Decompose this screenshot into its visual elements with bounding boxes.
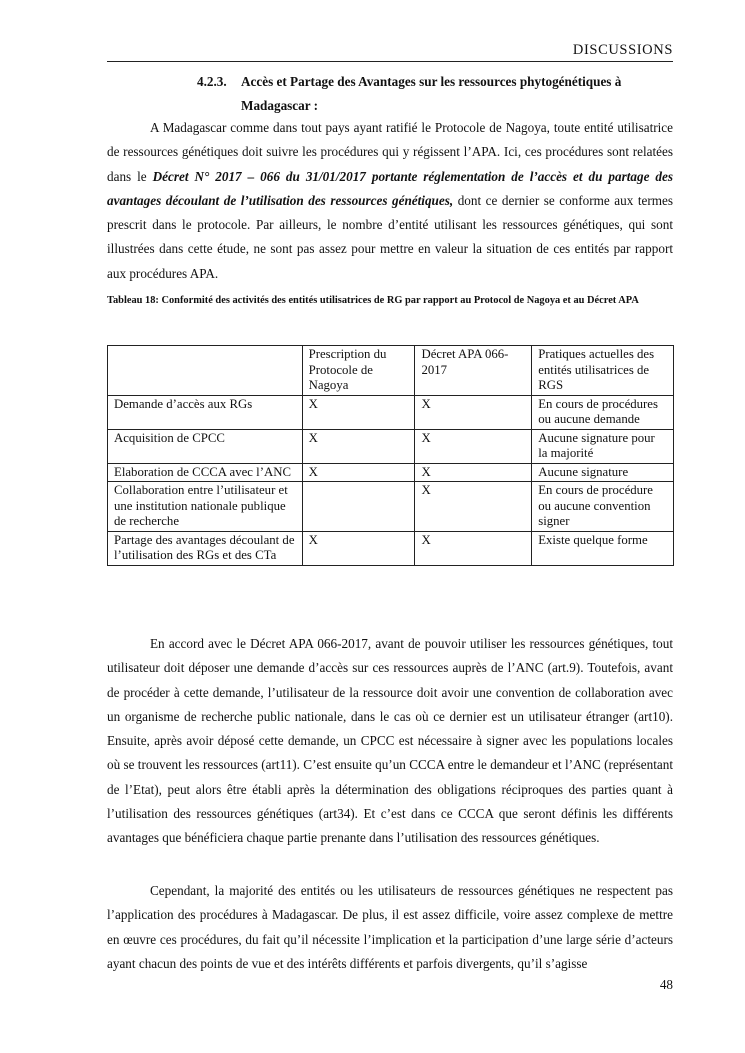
table-row — [108, 463, 674, 482]
table-cell: X — [302, 531, 415, 565]
table-row — [108, 531, 674, 565]
table-cell — [108, 346, 303, 396]
table-cell — [302, 482, 415, 532]
table-cell: Existe quelque forme — [532, 531, 674, 565]
table-cell: Elaboration de CCCA avec l’ANC — [108, 463, 303, 482]
table-cell: X — [302, 429, 415, 463]
section-title: Accès et Partage des Avantages sur les ressources phytogénétiques à Madagascar : — [241, 74, 622, 113]
table-cell: Demande d’accès aux RGs — [108, 395, 303, 429]
table-row — [108, 482, 674, 532]
header-title: DISCUSSIONS — [572, 42, 673, 58]
decree-reference: Décret N° 2017 – 066 du 31/01/2017 portante réglementation de l’accès et du partage des avantages découlant de l’utilisation des ressources génétiques, — [107, 168, 673, 208]
table-cell: Pratiques actuelles des entités utilisatrices de RGS — [532, 346, 674, 396]
table-cell: Prescription du Protocole de Nagoya — [302, 346, 415, 396]
section-number: 4.2.3. — [197, 74, 227, 89]
running-header — [107, 42, 673, 62]
table-header-row — [108, 346, 674, 396]
paragraph-conclusion: Cependant, la majorité des entités ou les utilisateurs de ressources génétiques ne respectent pas l’application des procédures à Madagascar. De plus, il est assez difficile, voire assez complexe de mettre en œuvre ces procédures, du fait qu’il nécessite l’implication et la participation d’une large série d’acteurs ayant chacun des points de vue et des intérêts différents et parfois divergents, qu’il s’agisse — [107, 883, 673, 971]
table-cell: X — [415, 463, 532, 482]
paragraph-intro-end: dont ce dernier se conforme aux termes prescrit dans le protocole. Par ailleurs, le nombre d’entité utilisant les ressources génétiques, qui sont illustrées dans cette étude, ne sont pas assez pour mettre en valeur la situation de ces entités par rapport aux procédures APA. — [107, 192, 673, 281]
table-caption: Tableau 18: Conformité des activités des entités utilisatrices de RG par rapport au Protocol de Nagoya et au Décret APA — [107, 295, 639, 306]
table-row — [108, 429, 674, 463]
page-number: 48 — [659, 977, 673, 992]
table-cell: X — [415, 531, 532, 565]
paragraph-intro — [107, 116, 673, 286]
table-cell: Décret APA 066-2017 — [415, 346, 532, 396]
table-cell: Partage des avantages découlant de l’utilisation des RGs et des CTa — [108, 531, 303, 565]
table-cell: X — [302, 463, 415, 482]
table-cell: En cours de procédure ou aucune convention signer — [532, 482, 674, 532]
table-row — [108, 395, 674, 429]
table-cell: X — [415, 395, 532, 429]
table-cell: X — [415, 429, 532, 463]
table-cell: X — [415, 482, 532, 532]
paragraph-procedure: En accord avec le Décret APA 066-2017, avant de pouvoir utiliser les ressources génétiques, tout utilisateur doit déposer une demande d’accès sur ces ressources auprès de l’ANC (art.9). Toutefois, avant de procéder à cette demande, l’utilisateur de la ressource doit avoir une convention de collaboration avec un organisme de recherche public nationale, dans le cas où ce dernier est un utilisateur étranger (art10). Ensuite, après avoir déposé cette demande, un CPCC est nécessaire à signer avec les populations locales où se trouvent les ressources (art11). C’est ensuite qu’un CCCA entre le demandeur et l’ANC (représentant de l’Etat), peut alors être établi après la détermination des obligations réciproques des parties quant à l’utilisation des ressources génétiques (art34). Et c’est dans ce CCCA que seront définis les différents avantages que bénéficiera chaque partie prenante dans l’utilisation des ressources génétiques. — [107, 636, 673, 846]
table-cell: Acquisition de CPCC — [108, 429, 303, 463]
table-cell: Aucune signature — [532, 463, 674, 482]
table-cell: Aucune signature pour la majorité — [532, 429, 674, 463]
conformity-table — [107, 345, 674, 566]
table-cell: X — [302, 395, 415, 429]
paragraph-intro-start: A Madagascar comme dans tout pays ayant ratifié le Protocole de Nagoya, toute entité utilisatrice de ressources génétiques doit suivre les procédures qui y régissent l’APA. Ici, ces procédures sont relatées dans le — [107, 120, 673, 184]
table-cell: Collaboration entre l’utilisateur et une institution nationale publique de recherche — [108, 482, 303, 532]
table-cell: En cours de procédures ou aucune demande — [532, 395, 674, 429]
